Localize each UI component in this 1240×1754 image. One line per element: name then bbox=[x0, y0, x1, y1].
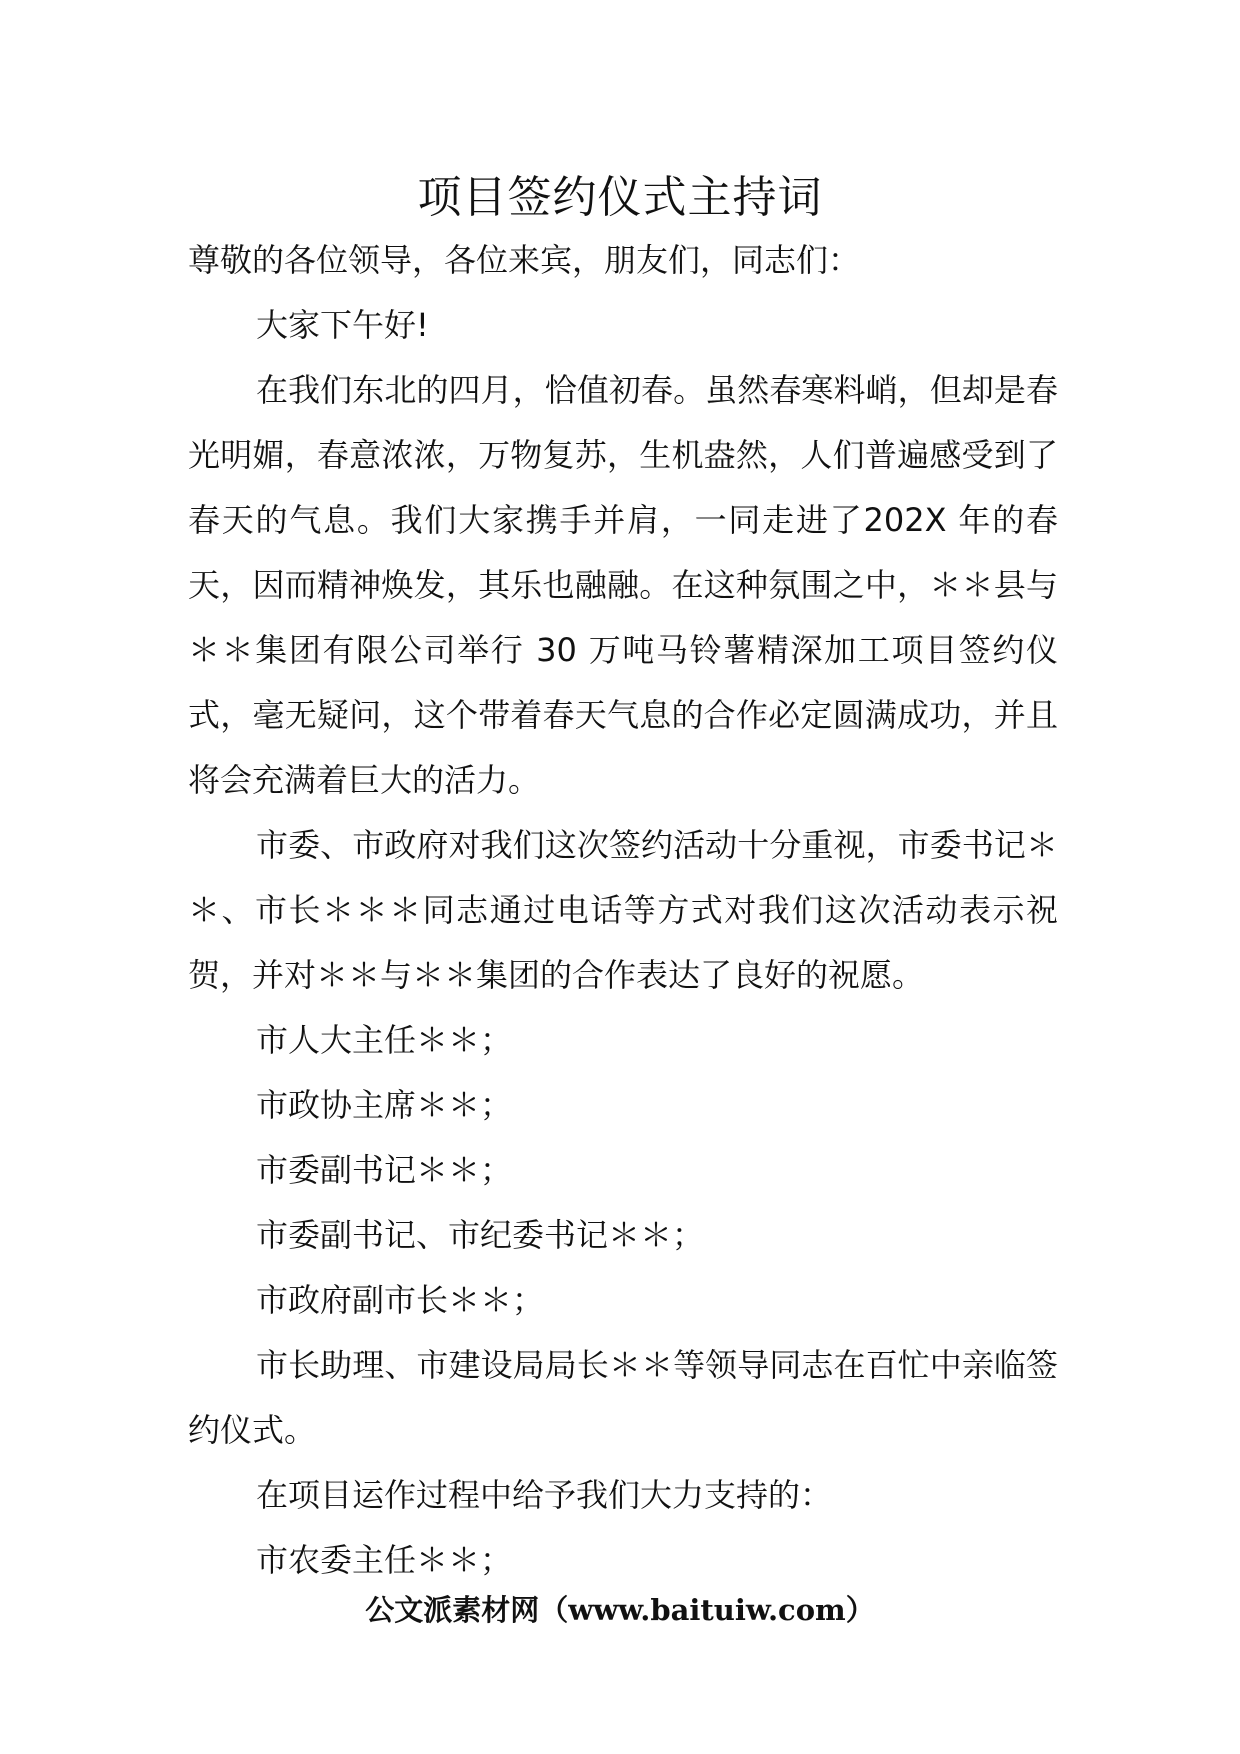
document-body bbox=[188, 228, 1058, 1593]
paragraph-attendee: 市政府副市长＊＊； bbox=[256, 1281, 545, 1319]
paragraph-support-intro: 在项目运作过程中给予我们大力支持的： bbox=[256, 1476, 833, 1514]
paragraph-supporter: 市农委主任＊＊； bbox=[256, 1541, 513, 1579]
paragraph-attendee-closing: 市长助理、市建设局局长＊＊等领导同志在百忙中亲临签约仪式。 bbox=[188, 1346, 1058, 1449]
document-title: 项目签约仪式主持词 bbox=[417, 172, 823, 223]
footer-watermark: 公文派素材网（www.baituiw.com） bbox=[365, 1593, 875, 1627]
paragraph-attendee: 市委副书记、市纪委书记＊＊； bbox=[256, 1216, 705, 1254]
paragraph-attendee: 市委副书记＊＊； bbox=[256, 1151, 513, 1189]
paragraph-city-leaders: 市委、市政府对我们这次签约活动十分重视，市委书记＊＊、市长＊＊＊同志通过电话等方式对我们这次活动表示祝贺，并对＊＊与＊＊集团的合作表达了良好的祝愿。 bbox=[188, 826, 1058, 994]
paragraph-spring: 在我们东北的四月，恰值初春。虽然春寒料峭，但却是春光明媚，春意浓浓，万物复苏，生机盎然，人们普遍感受到了春天的气息。我们大家携手并肩，一同走进了202X 年的春天，因而精神焕发，其乐也融融。在这种氛围之中，＊＊县与＊＊集团有限公司举行 30 万吨马铃薯精深加工项目签约仪式，毫无疑问，这个带着春天气息的合作必定圆满成功，并且将会充满着巨大的活力。 bbox=[188, 371, 1058, 799]
paragraph-attendee: 市人大主任＊＊； bbox=[256, 1021, 513, 1059]
paragraph-attendee: 市政协主席＊＊； bbox=[256, 1086, 513, 1124]
paragraph-salutation: 尊敬的各位领导，各位来宾，朋友们，同志们： bbox=[188, 241, 861, 279]
paragraph-greeting: 大家下午好! bbox=[256, 306, 429, 344]
